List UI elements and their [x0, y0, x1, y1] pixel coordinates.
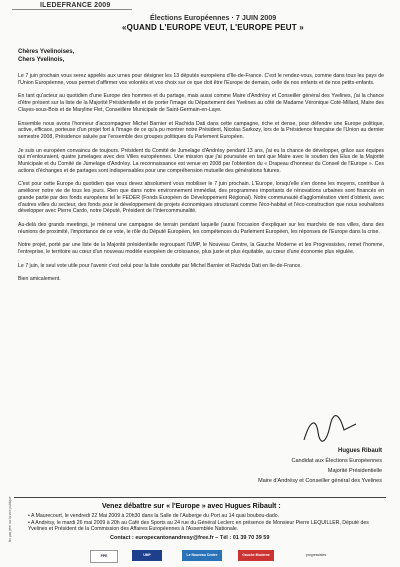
- party-logos: [90, 550, 370, 562]
- ump-logo: [132, 550, 162, 561]
- ump-logo-text: UMP: [143, 553, 151, 557]
- ppe-logo: [90, 550, 118, 563]
- gauche-moderne-logo: [238, 550, 274, 561]
- signature-block: [202, 446, 382, 486]
- signature-line-2: Majorité Présidentielle: [327, 468, 382, 474]
- paragraph-8: Le 7 juin, le seul vote utile pour l'avenir c'est celui pour la liste conduite par Michel Barnier et Rachida Dati en Ile-de-France.: [18, 262, 302, 269]
- letter-body: [18, 48, 384, 288]
- paragraph-1: Le 7 juin prochain vous serez appelés aux urnes pour désigner les 13 députés européens d'Ile-de-France. C'est le rendez-vous, comme dans tous les pays de l'Union Européenne, vous permet d'affirmer vos volontés et vos choix sur ce que doit être l'Europe de demain, celle de nos enfants et de nos petits-enfants.: [18, 73, 384, 86]
- header-rule: [12, 9, 132, 10]
- header-election: Élections Européennes · 7 JUIN 2009: [150, 13, 277, 22]
- greeting-1: Chères Yvelinoises,: [18, 49, 75, 55]
- side-note: [6, 440, 14, 550]
- side-note-text: Ne pas jeter sur la voie publique: [8, 496, 12, 542]
- paragraph-6: Au-delà des grands meetings, je mènerai une campagne de terrain pendant laquelle j'aurai l'occasion d'expliquer sur les marchés de nos villes, dans des réunions de proximité, l'importance de ce vote, le rôle du Député Européen, les compétences du Parlement Européen, les réponses de l'Europe dans la crise.: [18, 221, 384, 235]
- paragraph-4: Je suis un européen convaincu de toujours. Président du Comité de Jumelage d'Andrésy pendant 13 ans, j'ai eu la chance de développer, grâce aux équipes qui m'entouraient, quatre jumelages avec des Villes européennes. Une mission que j'ai poursuivie en tant que Maire avec le soutien des Elus de la Majorité Municipale et du Comité de Jumelage d'Andrésy. La reconnaissance est venue en 2008 par l'obtention du « Drapeau d'honneur du Conseil de l'Europe ». Ces actions d'échanges et de partages sont indispensables pour une compréhension mutuelle des générations futures.: [18, 147, 384, 174]
- progressistes-logo-text: progressistes: [305, 553, 327, 557]
- gauche-moderne-logo-text: Gauche Moderne: [242, 553, 270, 557]
- handwritten-signature: [300, 414, 360, 446]
- ppe-logo-text: PPE: [100, 554, 108, 558]
- paragraph-3: Ensemble nous avons l'honneur d'accompagner Michel Barnier et Rachida Dati dans cette campagne, riche et dense, pour défendre une Europe politique, active, efficace, porteuse d'un projet fort à l'image de ce qu'a pu montrer notre Président, Nicolas Sarkozy, lors de la Présidence française de l'Union au dernier semestre 2008, Présidence saluée par l'ensemble des groupes politiques du Parlement Européen.: [18, 120, 384, 140]
- greeting-2: Chers Yvelinois,: [18, 57, 65, 63]
- header-slogan: «QUAND L'EUROPE VEUT, L'EUROPE PEUT »: [122, 23, 304, 32]
- contact-line: Contact : europecantonandresy@free.fr – Tél : 01 39 70 39 59: [110, 535, 270, 541]
- signature-name: Hugues Ribault: [337, 448, 382, 454]
- events-title: Venez débattre sur « l'Europe » avec Hugues Ribault :: [102, 503, 281, 510]
- event-item: • A Andrésy, le mardi 26 mai 2009 à 20h au Café des Sports au 24 rue du Général Leclerc en présence de Monsieur Pierre LEQUILLER, Député des Yvelines et Président de la Commission des Affaires Européennes à l'Assemblée Nationale.: [28, 519, 369, 533]
- paragraph-7: Notre projet, porté par une liste de la Majorité présidentielle regroupant l'UMP, le Nouveau Centre, la Gauche Moderne et les Progressistes, remet l'homme, l'entreprise, le territoire au cœur d'un nouveau modèle européen de croissance, plus juste et plus équitable, au cœur d'une économie plus régulée.: [18, 242, 384, 256]
- nouveau-centre-logo-text: Le Nouveau Centre: [186, 553, 218, 557]
- paragraph-5: C'est pour cette Europe du quotidien que vous devez absolument vous mobiliser le 7 juin prochain. L'Europe, lorsqu'elle s'en donne les moyens, contribue à améliorer notre vie de tous les jours. Rien que dans notre environnement immédiat, des programmes importants de rénovations urbaines sont financés en grande partie par des fonds européens tel le FEDER (Fonds Européen de Développement Régional). Notre communauté d'agglomération vient d'obtenir, avec d'autres villes du secteur, des fonds pour le développement de projets économiques structurant comme l'éco-habitat et l'éco-construction que nous souhaitons développer avec Pierre Cardo, notre Député, Président de l'Intercommunalité.: [18, 181, 384, 215]
- progressistes-logo: [294, 550, 338, 561]
- signature-line-3: Maire d'Andrésy et Conseiller général des Yvelines: [258, 478, 382, 484]
- nouveau-centre-logo: [182, 550, 222, 561]
- closing: Bien amicalement.: [18, 276, 61, 283]
- signature-line-1: Candidat aux Élections Européennes: [291, 458, 382, 464]
- events-list: [28, 513, 383, 533]
- divider: [14, 497, 386, 498]
- event-item: • A Maurecourt, le vendredi 22 Mai 2009 à 20h30 dans la Salle de l'Auberge du Port au 14 quai boubou-dado.: [28, 513, 280, 519]
- header-region: ILEDEFRANCE 2009: [40, 2, 111, 9]
- paragraph-2: En tant qu'acteur au quotidien d'une Europe des hommes et du partage, mais aussi comme Maire d'Andrésy et Conseiller général des Yvelines, j'ai la chance d'être présent sur la liste de la Majorité Présidentielle et de porter l'image du Département des Yvelines au côté de Madame Véronique Coté-Millard, Maire des Clayes-sous-Bois et de Maryline Flet, Conseillère Municipale de Saint-Germain-en-Laye.: [18, 93, 384, 113]
